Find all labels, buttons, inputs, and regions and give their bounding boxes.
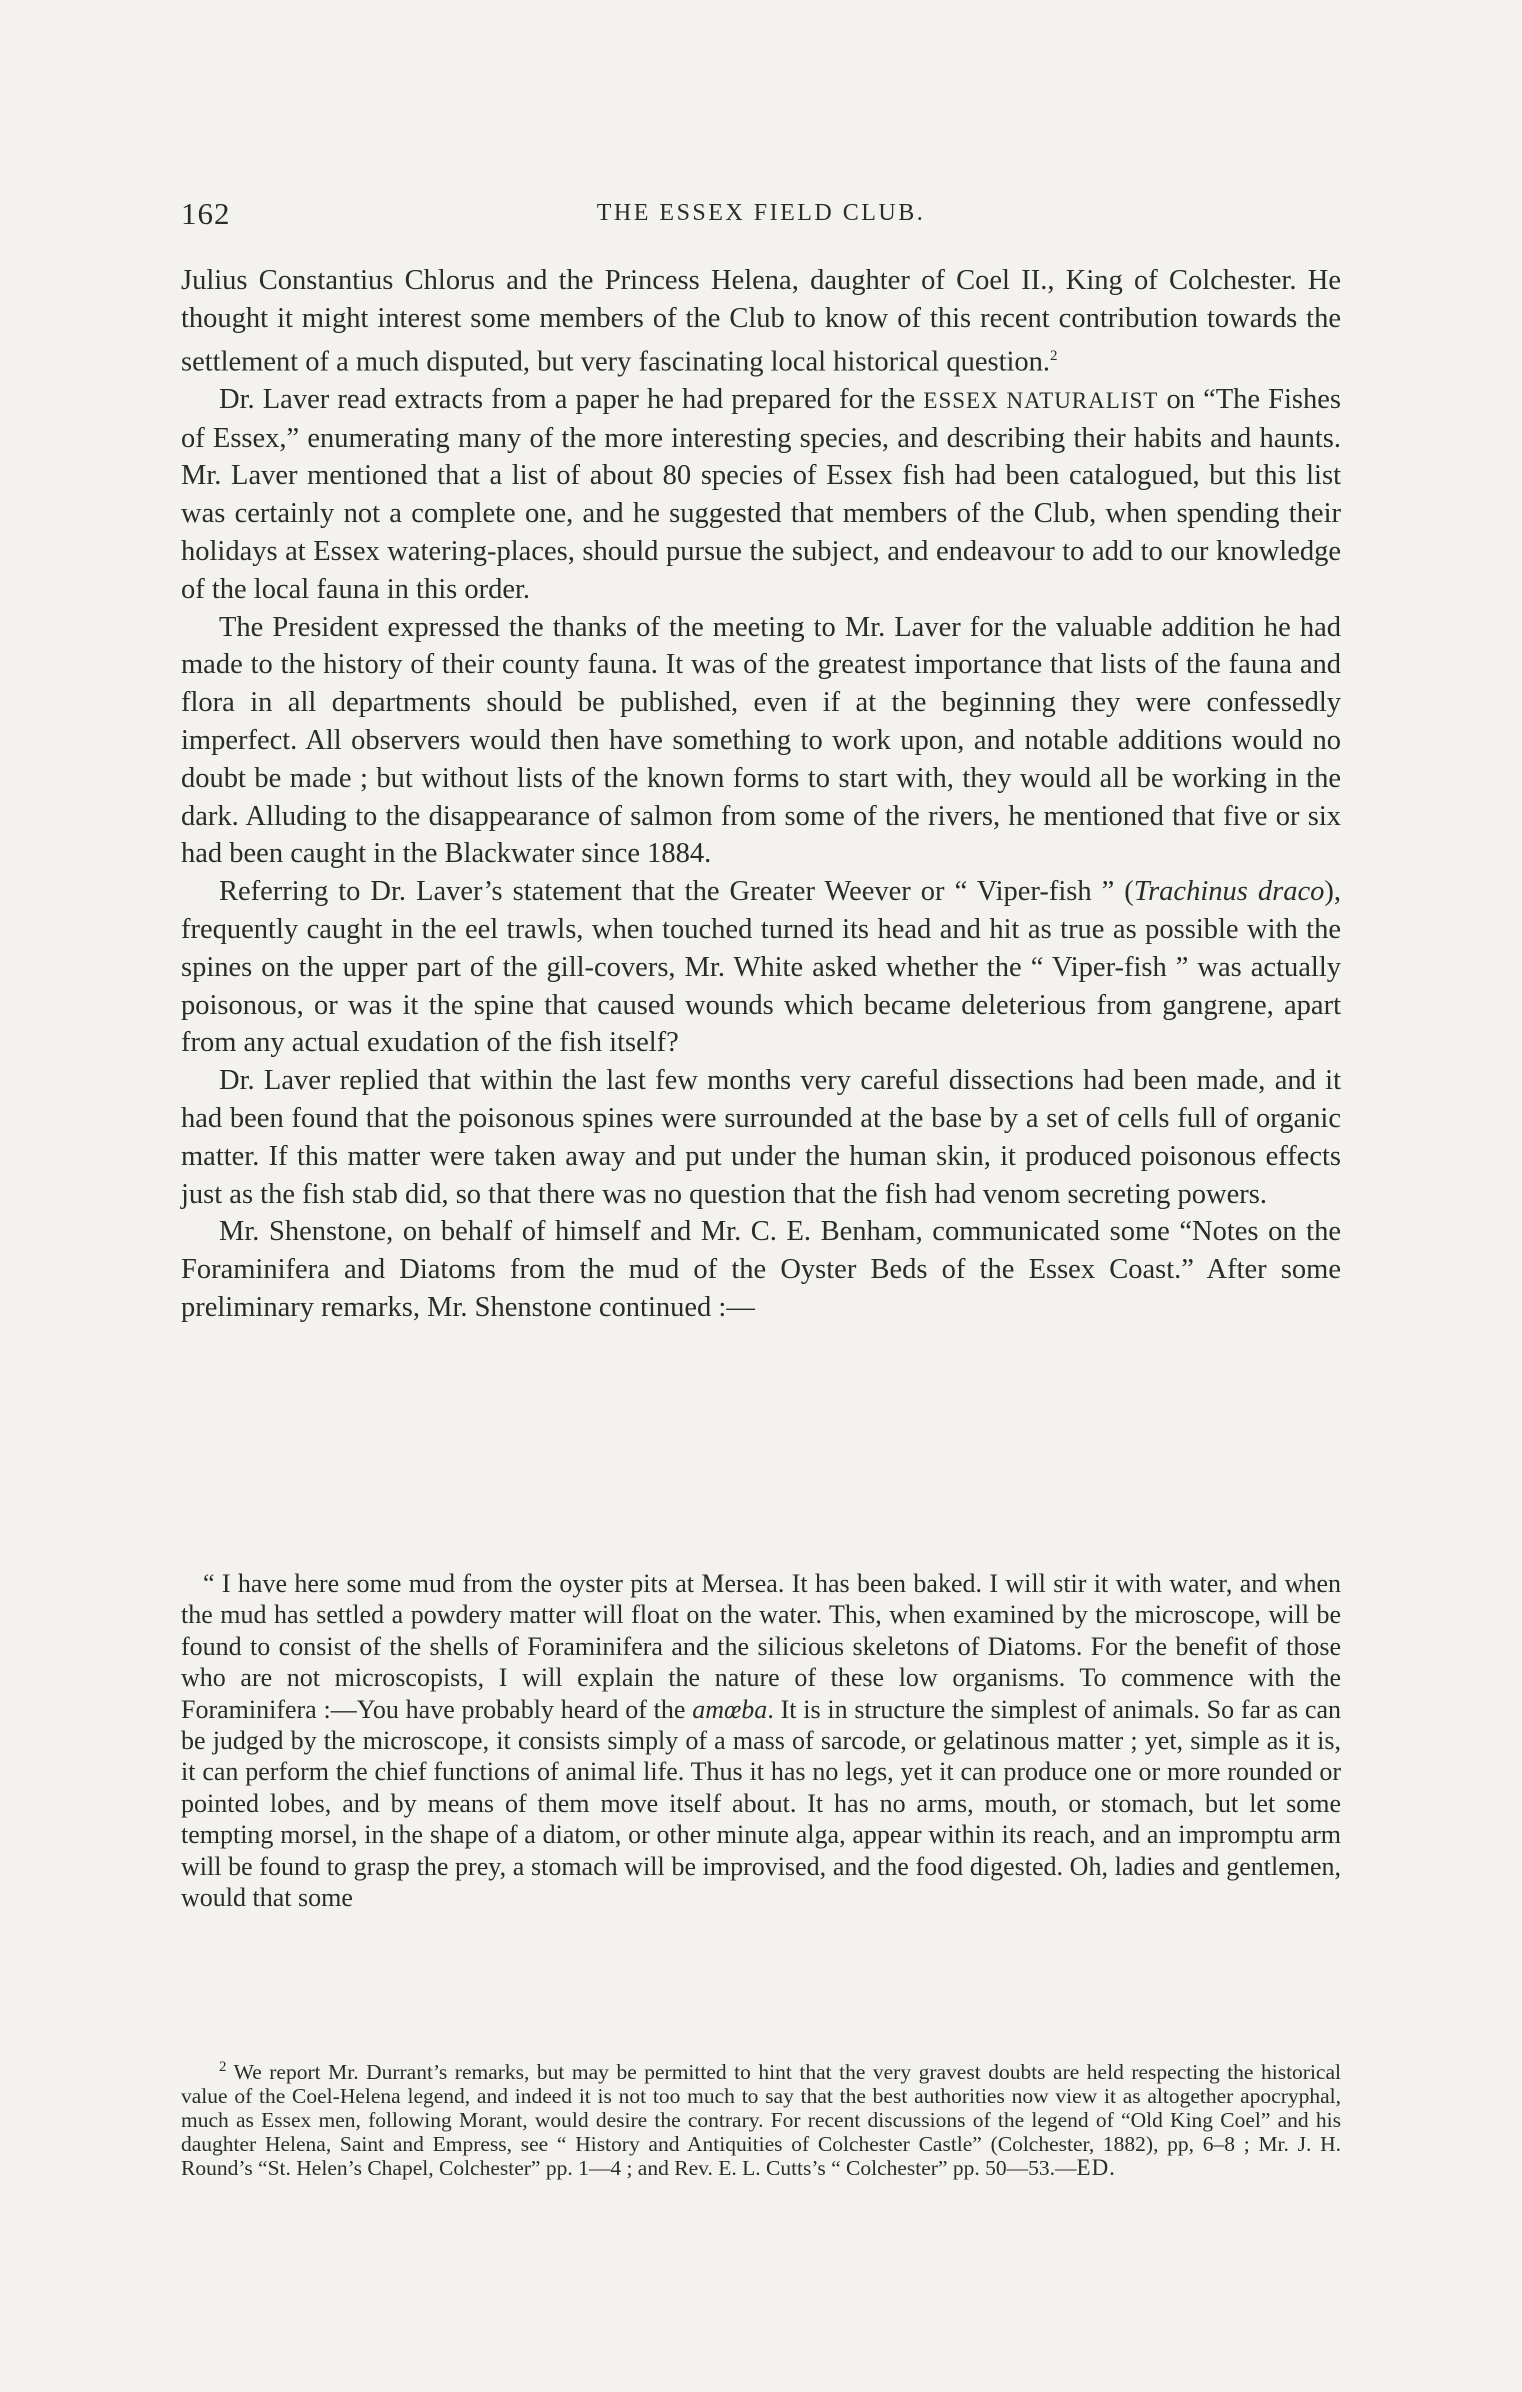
paragraph-oyster-mud (181, 1568, 1341, 1913)
page-header (181, 196, 1341, 236)
paragraph-dissections: Dr. Laver replied that within the last few months very careful dissections had been made, and it had been found that the poisonous spines were surrounded at the base by a set of cells full of organic matter. If this matter were taken away and put under the human skin, it produced poisonous effects just as the fish stab did, so that there was no question that the fish had venom secreting powers. (181, 1065, 1341, 1210)
paragraph-shenstone: Mr. Shenstone, on behalf of himself and Mr. C. E. Benham, communicated some “Notes on the Foraminifera and Diatoms from the mud of the Oyster Beds of the Essex Coast.” After some preliminary remarks, Mr. Shenstone continued :— (181, 1216, 1341, 1324)
paragraph-text: Referring to Dr. Laver’s statement that the Greater Weever or “ Viper-fish ” ( (219, 876, 1134, 908)
footnote (181, 2056, 1341, 2181)
paragraph-text: Dr. Laver read extracts from a paper he had prepared for the (219, 383, 924, 415)
paragraph-helena (181, 262, 1341, 381)
page-number: 162 (181, 196, 231, 231)
paragraph-text: ), frequently caught in the eel trawls, when touched turned its head and hit as true as possible with the spines on the upper part of the gill-covers, Mr. White asked whether the “ Viper-fish ” was actually poisonous, or was it the spine that caused wounds which became deleterious from gangrene, apart from any actual exudation of the fish itself? (181, 876, 1341, 1059)
footnote-reference: 2 (1050, 347, 1058, 364)
paragraph-text: “ I have here some mud from the oyster pits at Mersea. It has been baked. I will stir it with water, and when the mud has settled a powdery matter will float on the water. This, when examined by the microscope, will be found to consist of the shells of Foraminifera and the silicious skeletons of Diatoms. For the benefit of those who are not microscopists, I will explain the nature of these low organisms. To commence with the Foraminifera :—You have probably heard of the (181, 1569, 1341, 1724)
paragraph-text: Julius Constantius Chlorus and the Princess Helena, daughter of Coel II., King of Colchester. He thought it might interest some members of the Club to know of this recent contribution towards the settlement of a much disputed, but very fascinating local historical question. (181, 265, 1341, 378)
footnote-mark: 2 (219, 2059, 227, 2075)
paragraph-viper-fish (181, 873, 1341, 1062)
organism-name: amœba (692, 1694, 768, 1724)
editor-signature: ED. (1076, 2155, 1116, 2181)
running-head: THE ESSEX FIELD CLUB. (596, 200, 926, 226)
footnote-body: We report Mr. Durrant’s remarks, but may be permitted to hint that the very gravest doubts are held respecting the historical value of the Coel-Helena legend, and indeed it is not too much to say that the best authorities now view it as altogether apocryphal, much as Essex men, following Morant, would desire the contrary. For recent discussions of the legend of “Old King Coel” and his daughter Helena, Saint and Empress, see “ History and Antiquities of Colchester Castle” (Colchester, 1882), pp, 6–8 ; Mr. J. H. Round’s “St. Helen’s Chapel, Colchester” pp. 1—4 ; and Rev. E. L. Cutts’s “ Colchester” pp. 50—53.— (181, 2060, 1341, 2181)
journal-title: ESSEX NATURALIST (923, 387, 1159, 413)
paragraph-text: . It is in structure the simplest of animals. So far as can be judged by the microscope, it consists simply of a mass of sarcode, or gelatinous matter ; yet, simple as it is, it can perform the chief functions of animal life. Thus it has no legs, yet it can produce one or more rounded or pointed lobes, and by means of them move itself about. It has no arms, mouth, or stomach, but let some tempting morsel, in the shape of a diatom, or other minute alga, appear within its reach, and an impromptu arm will be found to grasp the prey, a stomach will be improvised, and the food digested. Oh, ladies and gentlemen, would that some (181, 1694, 1341, 1913)
paragraph-text: on “The Fishes of Essex,” enumerating many of the more interesting species, and describing their habits and haunts. Mr. Laver mentioned that a list of about 80 species of Essex fish had been catalogued, but this list was certainly not a complete one, and he suggested that members of the Club, when spending their holidays at Essex watering-places, should pursue the subject, and endeavour to add to our knowledge of the local fauna in this order. (181, 383, 1342, 605)
paragraph-fishes-of-essex (181, 381, 1341, 609)
footnote-text (181, 2056, 1341, 2181)
quoted-address (181, 1568, 1341, 1913)
body-text (181, 262, 1341, 1327)
species-name: Trachinus draco (1133, 876, 1325, 908)
paragraph-president: The President expressed the thanks of the meeting to Mr. Laver for the valuable addition he had made to the history of their county fauna. It was of the greatest importance that lists of the fauna and flora in all departments should be published, even if at the beginning they were confessedly imperfect. All observers would then have something to work upon, and notable additions would no doubt be made ; but without lists of the known forms to start with, they would all be working in the dark. Alluding to the disappearance of salmon from some of the rivers, he mentioned that five or six had been caught in the Blackwater since 1884. (181, 611, 1341, 870)
